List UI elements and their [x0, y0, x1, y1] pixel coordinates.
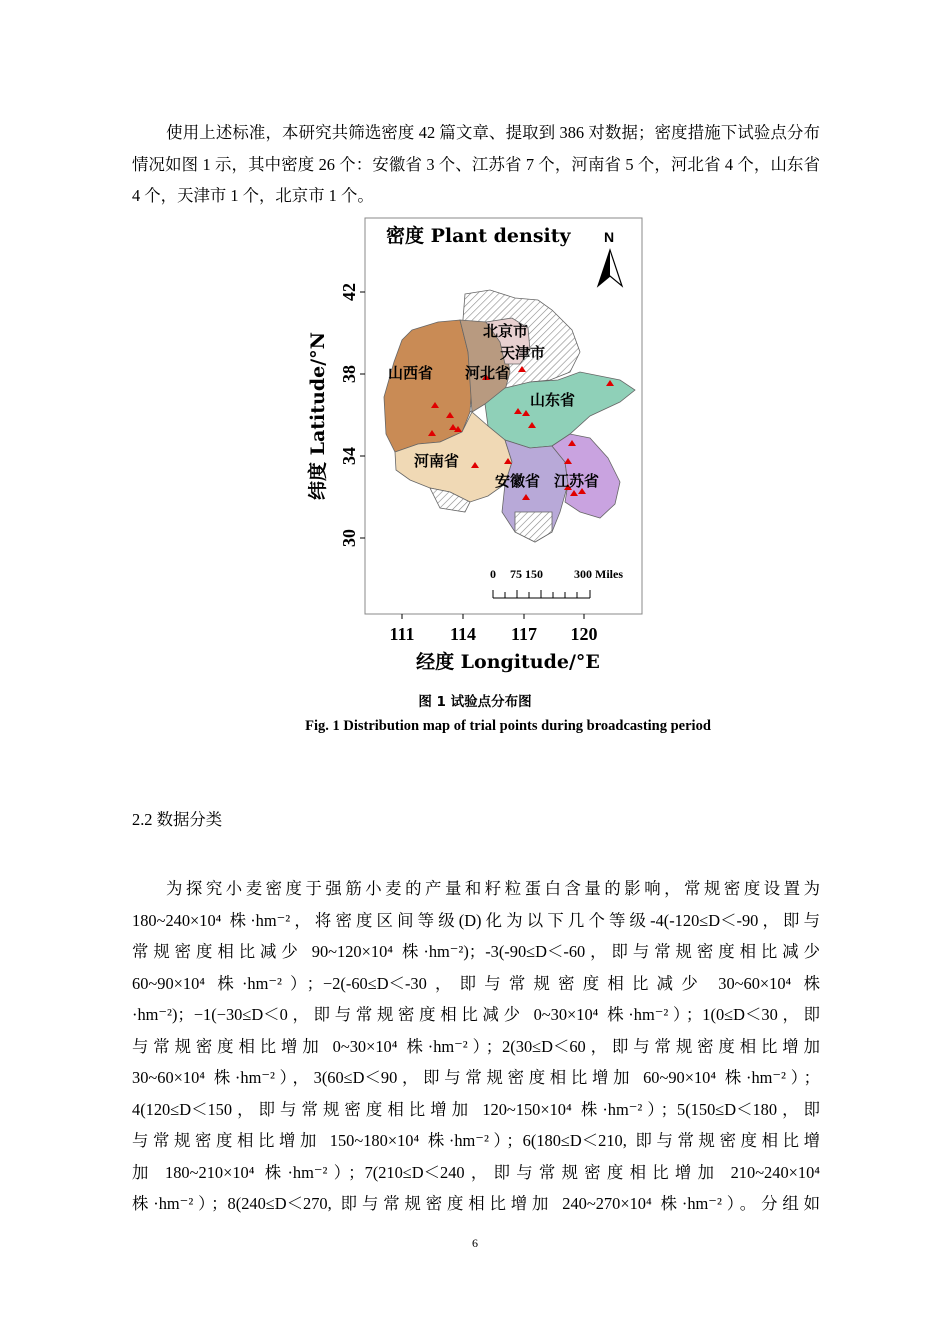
svg-text:75 150: 75 150	[510, 567, 543, 581]
svg-text:N: N	[604, 229, 615, 245]
y-tick-label: 38	[339, 365, 359, 383]
body-line: 加 180~210×10⁴ 株·hm⁻²）；7(210≤D＜240，即与常规密度相比增加 210~240×10⁴	[132, 1162, 820, 1182]
region-label-anhui: 安徽省	[495, 472, 541, 490]
body-line: 4(120≤D＜150，即与常规密度相比增加 120~150×10⁴ 株·hm⁻²）；5(150≤D＜180，即	[132, 1099, 820, 1119]
body-line: 常规密度相比减少 90~120×10⁴ 株·hm⁻²)；-3(-90≤D＜-60，即与常规密度相比减少	[132, 942, 820, 961]
x-tick-label: 114	[449, 624, 477, 644]
svg-text:0: 0	[490, 567, 496, 581]
body-line: 180~240×10⁴ 株·hm⁻²，将密度区间等级(D)化为以下几个等级-4(-120≤D＜-90，即与	[132, 910, 820, 930]
distribution-map-figure	[290, 212, 670, 682]
body-paragraph	[132, 873, 820, 1220]
x-tick-label: 111	[389, 624, 415, 644]
body-line: ·hm⁻²)；−1(−30≤D＜0，即与常规密度相比减少 0~30×10⁴ 株·hm⁻²）；1(0≤D＜30，即	[132, 1005, 820, 1024]
region-label-tianjin: 天津市	[500, 344, 546, 362]
y-tick-label: 42	[339, 283, 359, 301]
figure-caption-en: Fig. 1 Distribution map of trial points during broadcasting period	[305, 718, 711, 734]
body-line: 与常规密度相比增加 150~180×10⁴ 株·hm⁻²）；6(180≤D＜210, 即与常规密度相比增	[132, 1131, 820, 1150]
region-label-shandong: 山东省	[530, 391, 576, 409]
intro-paragraph	[132, 117, 820, 212]
region-label-jiangsu: 江苏省	[554, 472, 600, 490]
y-axis-label: 纬度 Latitude/°N	[307, 331, 329, 501]
x-axis-label: 经度 Longitude/°E	[416, 651, 600, 673]
y-tick-label: 34	[339, 447, 359, 465]
region-label-shanxi: 山西省	[388, 364, 434, 382]
map-title: 密度 Plant density	[386, 225, 571, 247]
x-tick-label: 120	[570, 624, 598, 644]
body-line: 30~60×10⁴ 株·hm⁻²），3(60≤D＜90，即与常规密度相比增加 60~90×10⁴ 株·hm⁻²）；	[132, 1068, 820, 1087]
section-heading: 2.2 数据分类	[132, 810, 223, 829]
body-line: 株·hm⁻²）；8(240≤D＜270, 即与常规密度相比增加 240~270×10⁴ 株·hm⁻²）。分组如	[132, 1194, 820, 1213]
y-tick-label: 30	[339, 529, 359, 547]
body-line: 为探究小麦密度于强筋小麦的产量和籽粒蛋白含量的影响，常规密度设置为	[166, 879, 820, 898]
svg-text:300 Miles: 300 Miles	[574, 567, 623, 581]
figure-caption-cn: 图 1 试验点分布图	[418, 694, 532, 710]
page-number: 6	[472, 1236, 478, 1250]
intro-text: 使用上述标准，本研究共筛选密度 42 篇文章、提取到 386 对数据；密度措施下试验点分布情况如图 1 示，其中密度 26 个：安徽省 3 个、江苏省 7 个，河南省 5 个，河北省 4 个，山东省 4 个，天津市 1 个，北京市 1 个。	[132, 123, 820, 205]
region-label-hebei: 河北省	[465, 364, 511, 382]
body-line: 与常规密度相比增加 0~30×10⁴ 株·hm⁻²）；2(30≤D＜60，即与常规密度相比增加	[132, 1036, 820, 1056]
region-label-henan: 河南省	[414, 452, 460, 470]
region-label-beijing: 北京市	[483, 322, 529, 340]
body-line: 60~90×10⁴ 株·hm⁻²）；−2(-60≤D＜-30，即与常规密度相比减少 30~60×10⁴ 株	[132, 973, 820, 993]
x-tick-label: 117	[510, 624, 538, 644]
